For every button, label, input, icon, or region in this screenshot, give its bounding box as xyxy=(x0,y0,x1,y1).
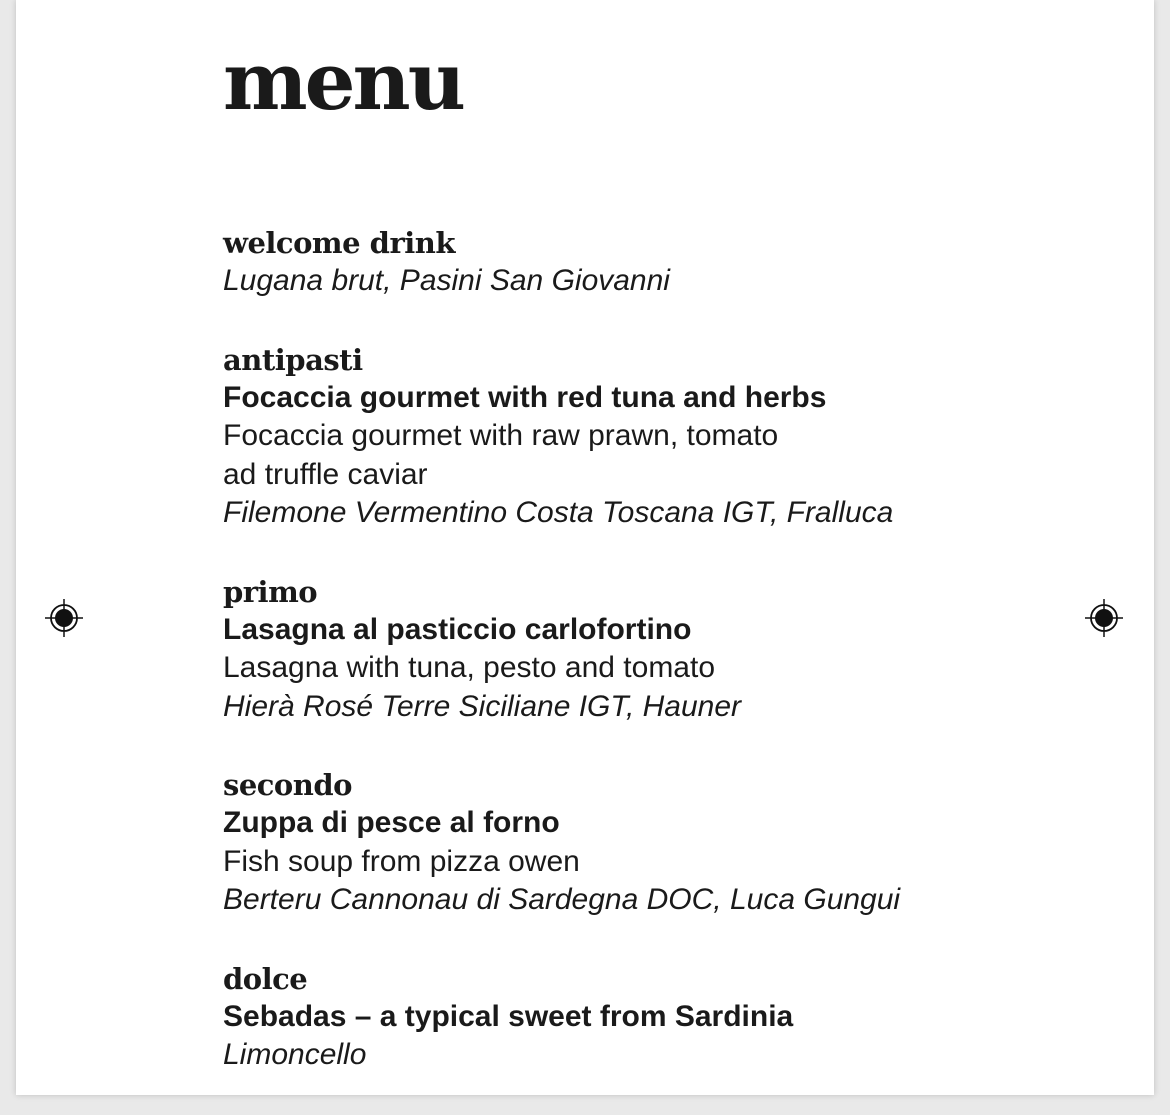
course-antipasti xyxy=(223,341,1083,533)
dish-name: Focaccia gourmet with red tuna and herbs xyxy=(223,380,827,414)
wine-pairing: Berteru Cannonau di Sardegna DOC, Luca Gungui xyxy=(223,883,901,916)
course-heading: primo xyxy=(223,574,318,609)
course-secondo xyxy=(223,766,1083,920)
course-heading: dolce xyxy=(223,961,308,996)
course-primo xyxy=(223,573,1083,727)
page-title: menu xyxy=(223,34,463,128)
dish-description: ad truffle caviar xyxy=(223,457,428,491)
wine-pairing: Filemone Vermentino Costa Toscana IGT, Fralluca xyxy=(223,496,894,529)
registration-mark-icon xyxy=(1085,599,1123,637)
course-heading: antipasti xyxy=(223,342,363,377)
menu-content xyxy=(223,36,1083,1115)
wine-pairing: Limoncello xyxy=(223,1038,367,1071)
course-heading: welcome drink xyxy=(223,226,455,260)
dish-name: Sebadas – a typical sweet from Sardinia xyxy=(223,999,794,1033)
registration-mark-icon xyxy=(45,599,83,637)
course-dolce xyxy=(223,960,1083,1075)
dish-name: Zuppa di pesce al forno xyxy=(223,806,560,839)
dish-description: Fish soup from pizza owen xyxy=(223,844,580,878)
dish-description: Lasagna with tuna, pesto and tomato xyxy=(223,651,716,684)
course-welcome-drink xyxy=(223,224,1083,301)
dish-name: Lasagna al pasticcio carlofortino xyxy=(223,612,692,646)
dish-description: Focaccia gourmet with raw prawn, tomato xyxy=(223,419,779,452)
course-heading: secondo xyxy=(223,768,352,802)
wine-pairing: Hierà Rosé Terre Siciliane IGT, Hauner xyxy=(223,689,742,723)
wine-pairing: Lugana brut, Pasini San Giovanni xyxy=(223,264,670,297)
menu-page xyxy=(16,0,1154,1095)
